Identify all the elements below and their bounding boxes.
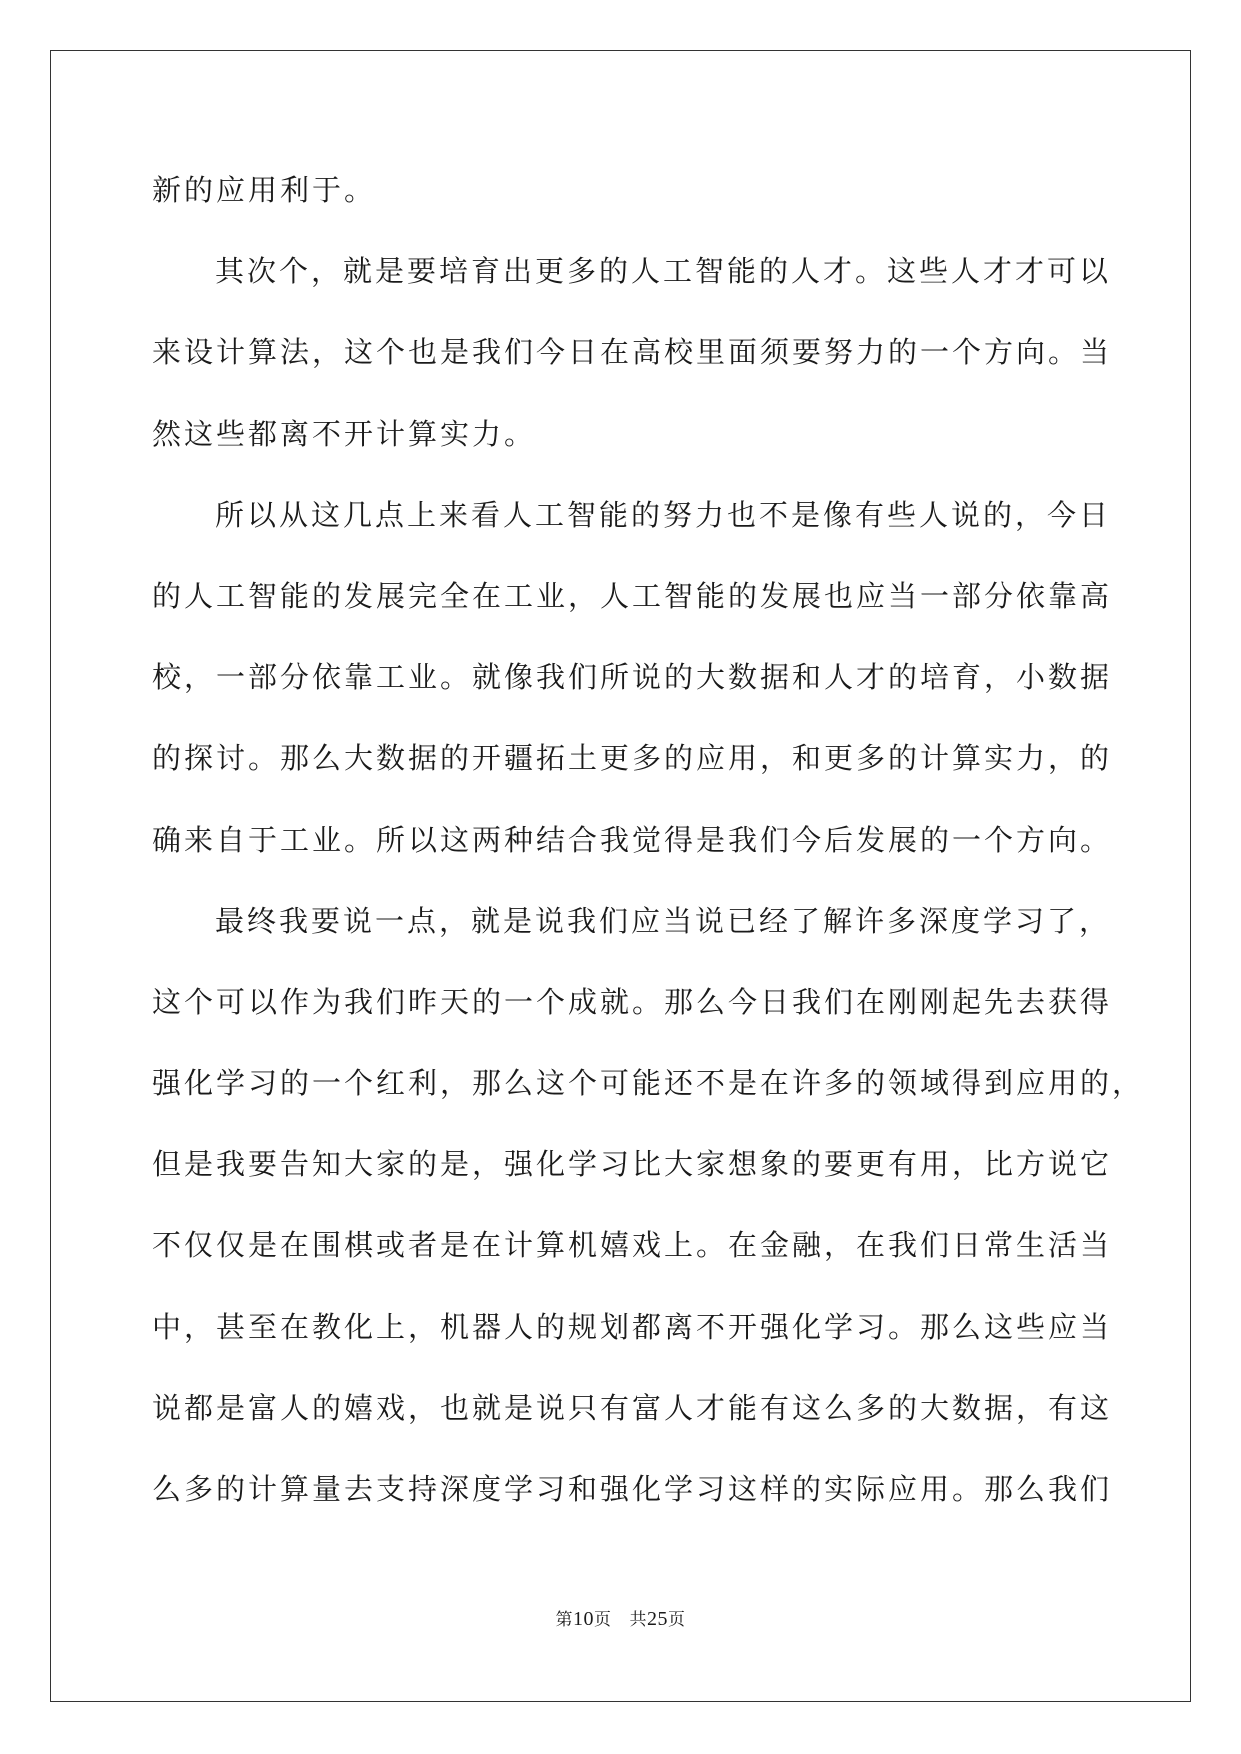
text-line: 最终我要说一点，就是说我们应当说已经了解许多深度学习了， (215, 903, 1112, 938)
document-body (152, 160, 1145, 1540)
text-line: 新的应用利于。 (152, 173, 377, 207)
page-prefix: 第 (555, 1610, 573, 1630)
text-line: 么多的计算量去支持深度学习和强化学习这样的实际应用。那么我们 (152, 1472, 1113, 1506)
text-line: 然这些都离不开计算实力。 (152, 416, 537, 451)
total-suffix: 页 (668, 1610, 686, 1630)
total-pages: 25 (647, 1608, 668, 1630)
text-line: 中，甚至在教化上，机器人的规划都离不开强化学习。那么这些应当 (152, 1309, 1113, 1344)
text-line: 的人工智能的发展完全在工业，人工智能的发展也应当一部分依靠高 (152, 578, 1113, 613)
page-suffix: 页 (594, 1610, 612, 1630)
page-number: 10 (573, 1608, 594, 1630)
text-line: 确来自于工业。所以这两种结合我觉得是我们今后发展的一个方向。 (152, 822, 1113, 857)
text-line: 其次个，就是要培育出更多的人工智能的人才。这些人才才可以 (215, 254, 1112, 289)
text-line: 说都是富人的嬉戏，也就是说只有富人才能有这么多的大数据，有这 (152, 1390, 1113, 1425)
text-line: 校，一部分依靠工业。就像我们所说的大数据和人才的培育，小数据 (152, 660, 1113, 695)
total-prefix: 共 (629, 1610, 647, 1630)
text-line: 所以从这几点上来看人工智能的努力也不是像有些人说的，今日 (215, 497, 1112, 532)
page-footer (0, 1605, 1241, 1631)
text-line: 来设计算法，这个也是我们今日在高校里面须要努力的一个方向。当 (152, 335, 1113, 370)
text-line: 不仅仅是在围棋或者是在计算机嬉戏上。在金融，在我们日常生活当 (152, 1228, 1113, 1263)
text-line: 强化学习的一个红利，那么这个可能还不是在许多的领域得到应用的， (152, 1066, 1145, 1101)
text-line: 但是我要告知大家的是，强化学习比大家想象的要更有用，比方说它 (152, 1147, 1113, 1182)
text-line: 这个可以作为我们昨天的一个成就。那么今日我们在刚刚起先去获得 (152, 984, 1113, 1019)
text-line: 的探讨。那么大数据的开疆拓土更多的应用，和更多的计算实力，的 (152, 741, 1113, 776)
